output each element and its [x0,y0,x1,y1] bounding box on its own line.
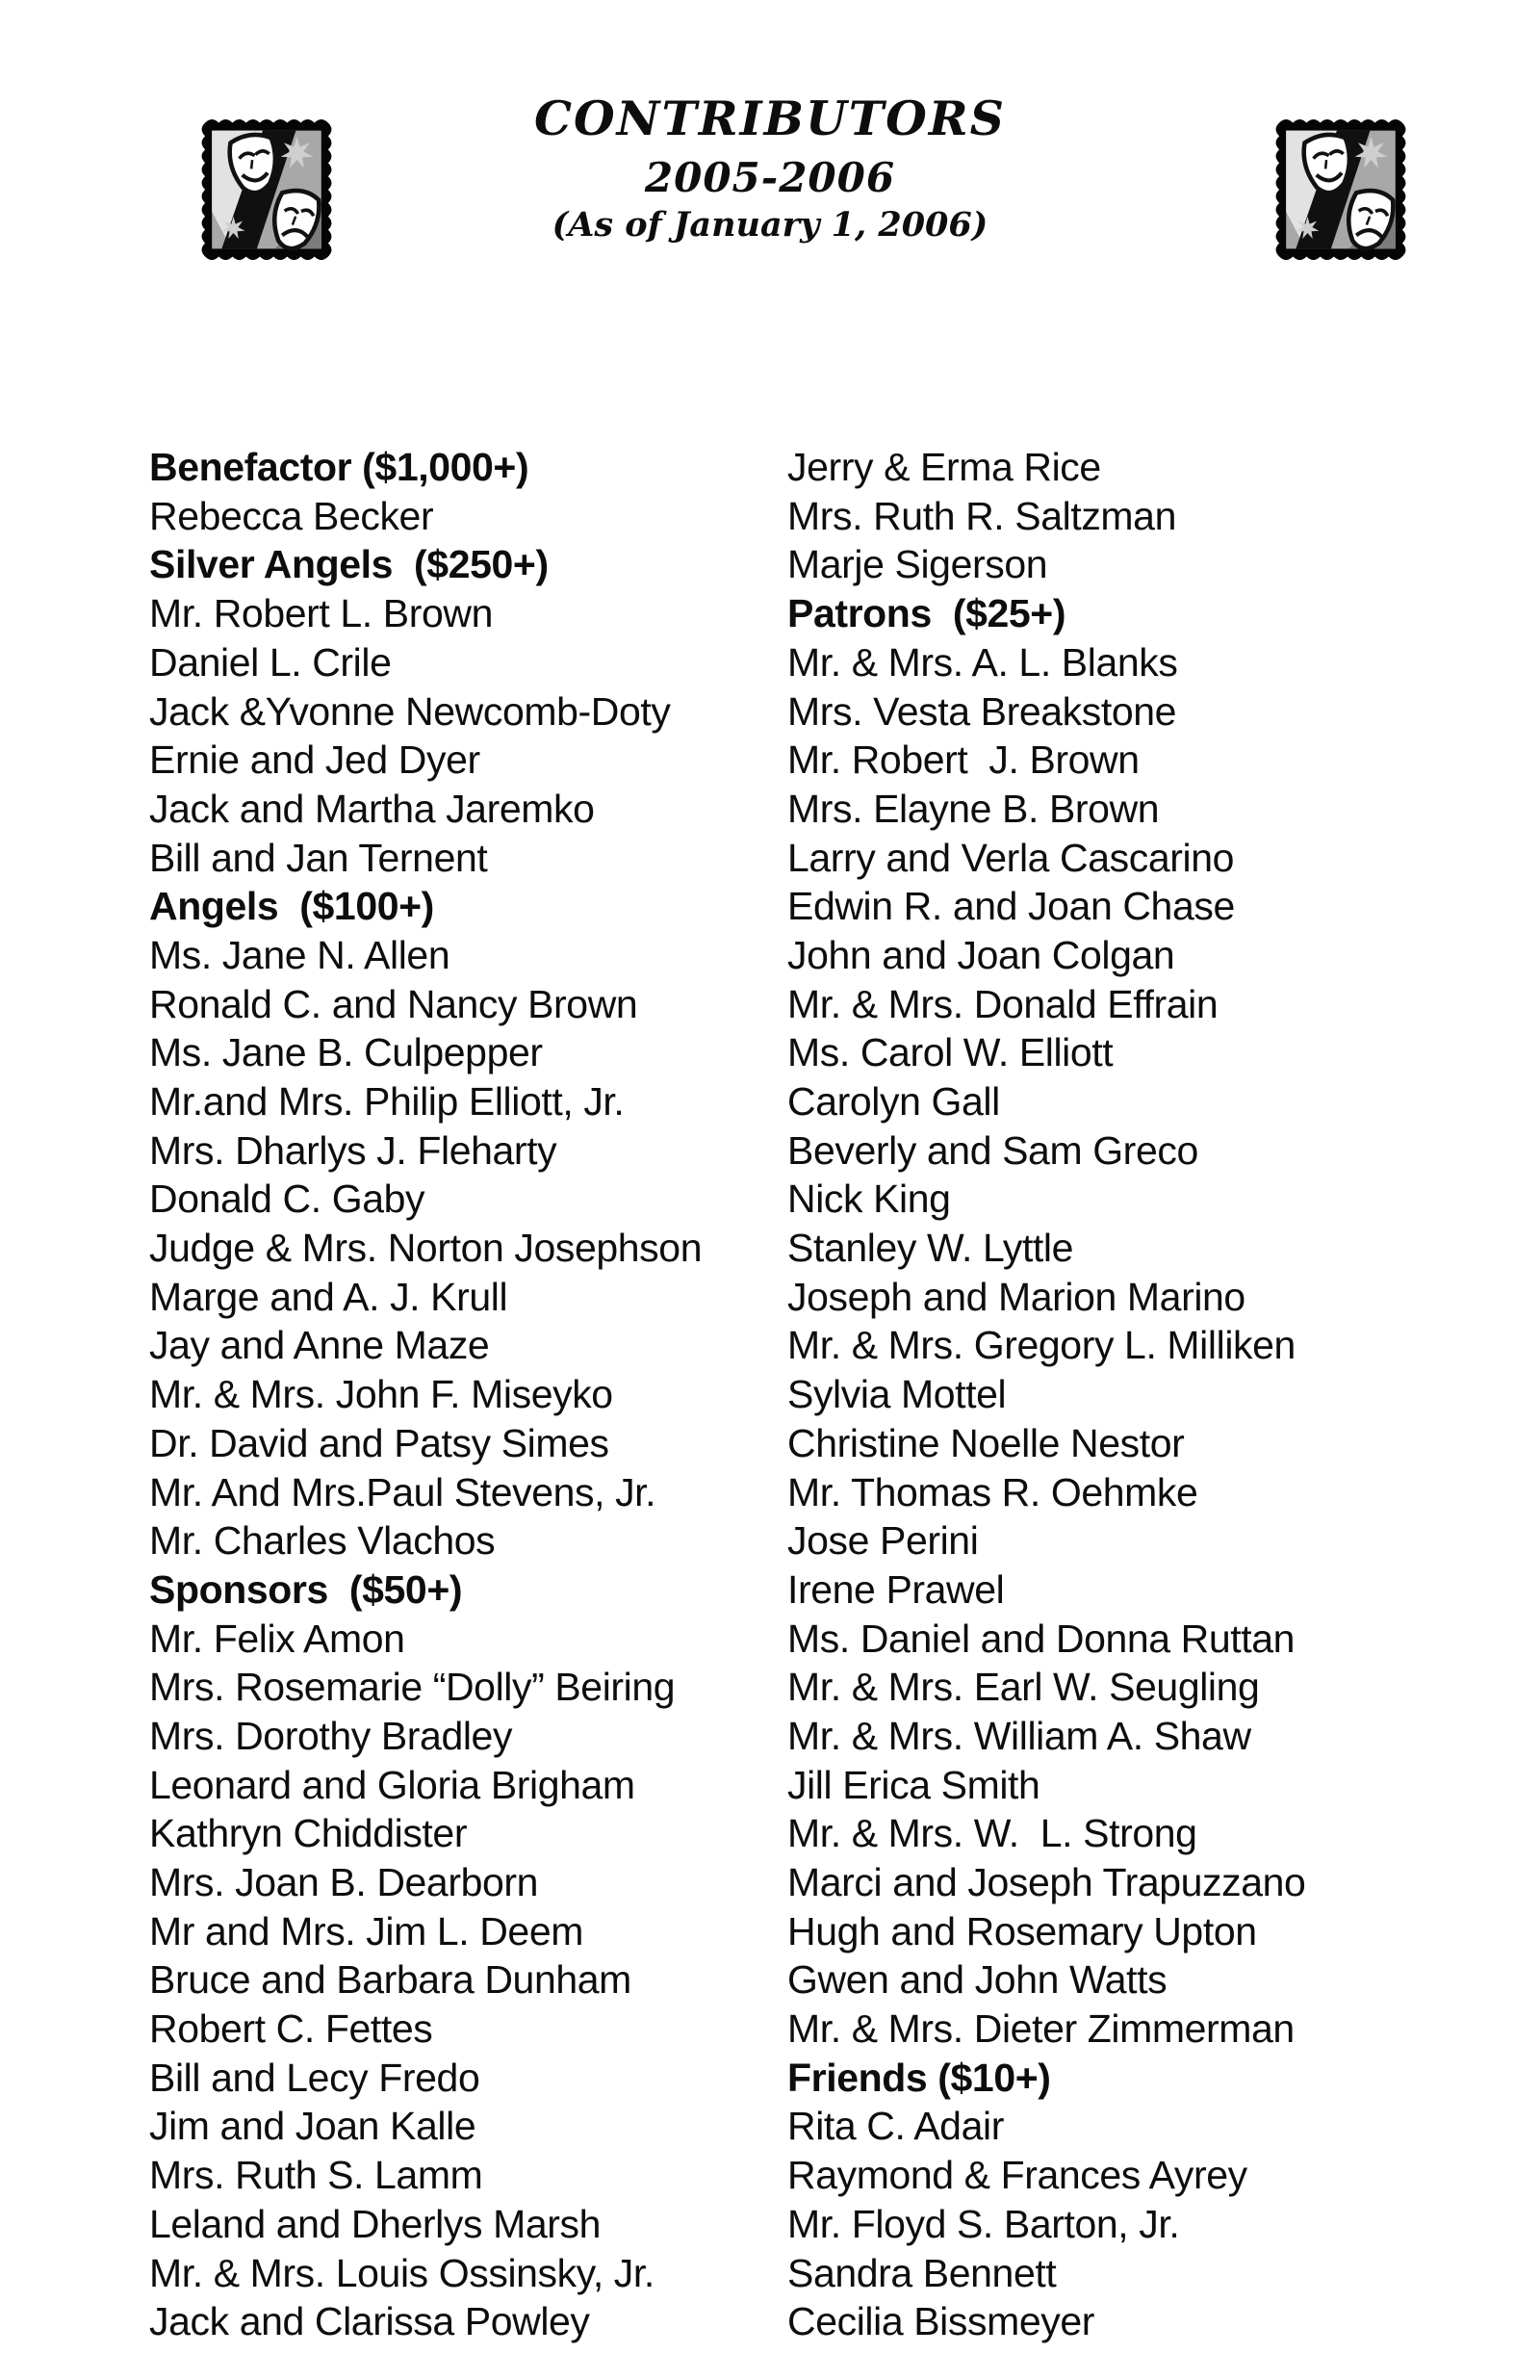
list-item: Bill and Jan Ternent [149,835,488,880]
list-item: Mr. & Mrs. Gregory L. Milliken [787,1323,1296,1368]
list-item: Marci and Joseph Trapuzzano [787,1860,1306,1905]
list-item: Nick King [787,1177,951,1222]
list-item: Christine Noelle Nestor [787,1420,1185,1465]
season-label: 2005-2006 [644,154,896,201]
list-item: Mr. & Mrs. A. L. Blanks [787,639,1178,685]
contributors-column-left [149,297,702,2346]
list-item: Robert C. Fettes [149,2006,433,2052]
list-item: Mr and Mrs. Jim L. Deem [149,1908,583,1953]
list-item: Mr. Charles Vlachos [149,1518,496,1564]
list-item: Jay and Anne Maze [149,1323,490,1368]
list-item: Ernie and Jed Dyer [149,737,480,783]
list-item: Silver Angels ($250+) [149,542,549,587]
list-item: Kathryn Chiddister [149,1811,468,1856]
list-item: Carolyn Gall [787,1079,1000,1125]
contributors-column-right [787,297,1305,2346]
list-item: Jerry & Erma Rice [787,445,1101,490]
list-item: Angels ($100+) [149,884,434,929]
list-item: Jose Perini [787,1518,979,1564]
list-item: Jill Erica Smith [787,1762,1040,1807]
list-item: Donald C. Gaby [149,1177,425,1222]
list-item: John and Joan Colgan [787,932,1175,977]
list-item: Mr. & Mrs. William A. Shaw [787,1713,1251,1758]
list-item: Mr. & Mrs. Louis Ossinsky, Jr. [149,2250,654,2295]
list-item: Mr.and Mrs. Philip Elliott, Jr. [149,1079,625,1125]
list-item: Mrs. Elayne B. Brown [787,786,1160,831]
list-item: Mr. & Mrs. Dieter Zimmerman [787,2006,1295,2052]
list-item: Ms. Jane B. Culpepper [149,1030,543,1075]
page-header [0,92,1540,245]
list-item: Mr. Felix Amon [149,1616,405,1661]
list-item: Friends ($10+) [787,2055,1051,2100]
list-item: Ms. Daniel and Donna Ruttan [787,1616,1296,1661]
list-item: Jack and Clarissa Powley [149,2299,590,2344]
list-item: Mr. Robert J. Brown [787,737,1140,783]
list-item: Sponsors ($50+) [149,1566,463,1612]
list-item: Marge and A. J. Krull [149,1274,508,1319]
list-item: Rita C. Adair [787,2104,1004,2149]
list-item: Hugh and Rosemary Upton [787,1908,1257,1953]
list-item: Leonard and Gloria Brigham [149,1762,635,1807]
list-item: Mrs. Ruth R. Saltzman [787,493,1176,538]
list-item: Mr. Thomas R. Oehmke [787,1469,1198,1514]
list-item: Jim and Joan Kalle [149,2104,476,2149]
list-item: Mr. & Mrs. Earl W. Seugling [787,1665,1260,1710]
list-item: Bill and Lecy Fredo [149,2055,480,2100]
list-item: Mrs. Dorothy Bradley [149,1713,513,1758]
list-item: Sylvia Mottel [787,1372,1007,1417]
list-item: Jack &Yvonne Newcomb-Doty [149,688,671,734]
list-item: Daniel L. Crile [149,639,392,685]
list-item: Larry and Verla Cascarino [787,835,1235,880]
list-item: Mr. And Mrs.Paul Stevens, Jr. [149,1469,656,1514]
list-item: Joseph and Marion Marino [787,1274,1245,1319]
list-item: Judge & Mrs. Norton Josephson [149,1226,703,1271]
list-item: Beverly and Sam Greco [787,1127,1198,1173]
list-item: Mrs. Ruth S. Lamm [149,2153,483,2198]
list-item: Mrs. Dharlys J. Fleharty [149,1127,557,1173]
list-item: Stanley W. Lyttle [787,1226,1074,1271]
list-item: Mr. Floyd S. Barton, Jr. [787,2201,1180,2246]
list-item: Dr. David and Patsy Simes [149,1420,609,1465]
list-item: Sandra Bennett [787,2250,1057,2295]
list-item: Raymond & Frances Ayrey [787,2153,1247,2198]
list-item: Jack and Martha Jaremko [149,786,595,831]
list-item: Mrs. Vesta Breakstone [787,688,1177,734]
as-of-date: (As of January 1, 2006) [552,205,988,245]
list-item: Mr. & Mrs. John F. Miseyko [149,1372,613,1417]
list-item: Edwin R. and Joan Chase [787,884,1235,929]
list-item: Mr. & Mrs. W. L. Strong [787,1811,1197,1856]
list-item: Mrs. Joan B. Dearborn [149,1860,539,1905]
list-item: Mr. & Mrs. Donald Effrain [787,981,1219,1026]
list-item: Ronald C. and Nancy Brown [149,981,638,1026]
list-item: Leland and Dherlys Marsh [149,2201,601,2246]
list-item: Bruce and Barbara Dunham [149,1957,631,2003]
list-item: Mr. Robert L. Brown [149,591,493,636]
list-item: Benefactor ($1,000+) [149,445,529,490]
page-title: CONTRIBUTORS [534,91,1006,146]
list-item: Cecilia Bissmeyer [787,2299,1094,2344]
list-item: Marje Sigerson [787,542,1048,587]
list-item: Ms. Carol W. Elliott [787,1030,1114,1075]
list-item: Ms. Jane N. Allen [149,932,450,977]
list-item: Irene Prawel [787,1566,1005,1612]
list-item: Rebecca Becker [149,493,434,538]
list-item: Mrs. Rosemarie “Dolly” Beiring [149,1665,676,1710]
list-item: Patrons ($25+) [787,591,1066,636]
list-item: Gwen and John Watts [787,1957,1168,2003]
